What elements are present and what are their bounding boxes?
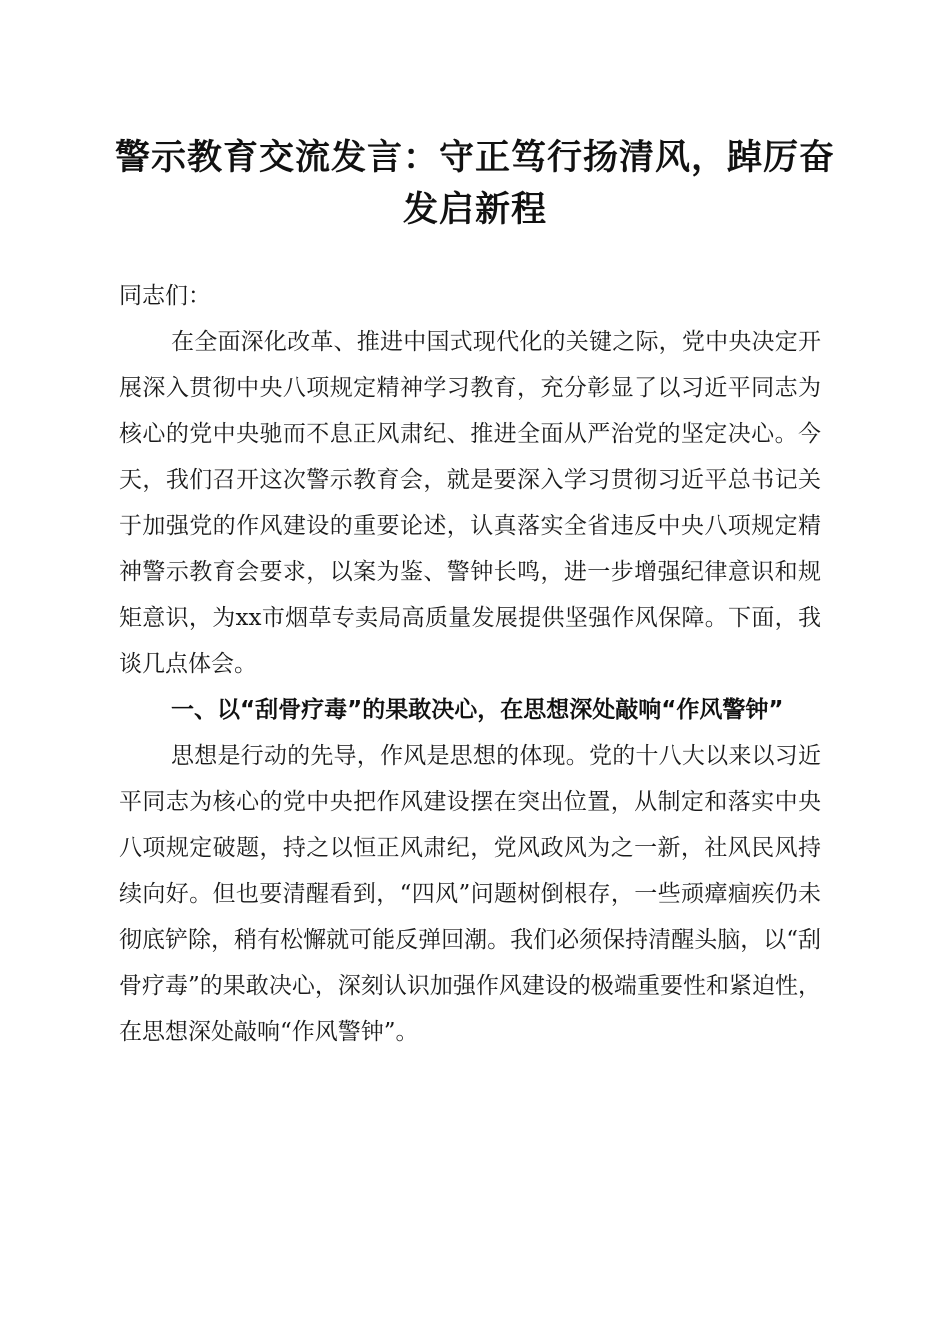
paragraph-intro: 在全面深化改革、推进中国式现代化的关键之际，党中央决定开展深入贯彻中央八项规定精神学习教育，充分彰显了以习近平同志为核心的党中央驰而不息正风肃纪、推进全面从严治党的坚定决心。今天，我们召开这次警示教育会，就是要深入学习贯彻习近平总书记关于加强党的作风建设的重要论述，认真落实全省违反中央八项规定精神警示教育会要求，以案为鉴、警钟长鸣，进一步增强纪律意识和规矩意识，为xx市烟草专卖局高质量发展提供坚强作风保障。下面，我谈几点体会。 xyxy=(119,329,821,677)
document-title xyxy=(100,132,850,236)
title-line-1: 警示教育交流发言：守正笃行扬清风，踔厉奋 xyxy=(114,137,835,178)
title-line-2: 发启新程 xyxy=(402,189,547,230)
salutation: 同志们： xyxy=(119,283,211,309)
paragraph-section-1: 思想是行动的先导，作风是思想的体现。党的十八大以来以习近平同志为核心的党中央把作风建设摆在突出位置，从制定和落实中央八项规定破题，持之以恒正风肃纪，党风政风为之一新，社风民风持续向好。但也要清醒看到，“四风”问题树倒根存，一些顽瘴痼疾仍未彻底铲除，稍有松懈就可能反弹回潮。我们必须保持清醒头脑，以“刮骨疗毒”的果敢决心，深刻认识加强作风建设的极端重要性和紧迫性，在思想深处敲响“作风警钟”。 xyxy=(119,743,821,1045)
section-heading-1: 一、以“刮骨疗毒”的果敢决心，在思想深处敲响“作风警钟” xyxy=(171,697,784,723)
document-body xyxy=(119,273,821,1055)
